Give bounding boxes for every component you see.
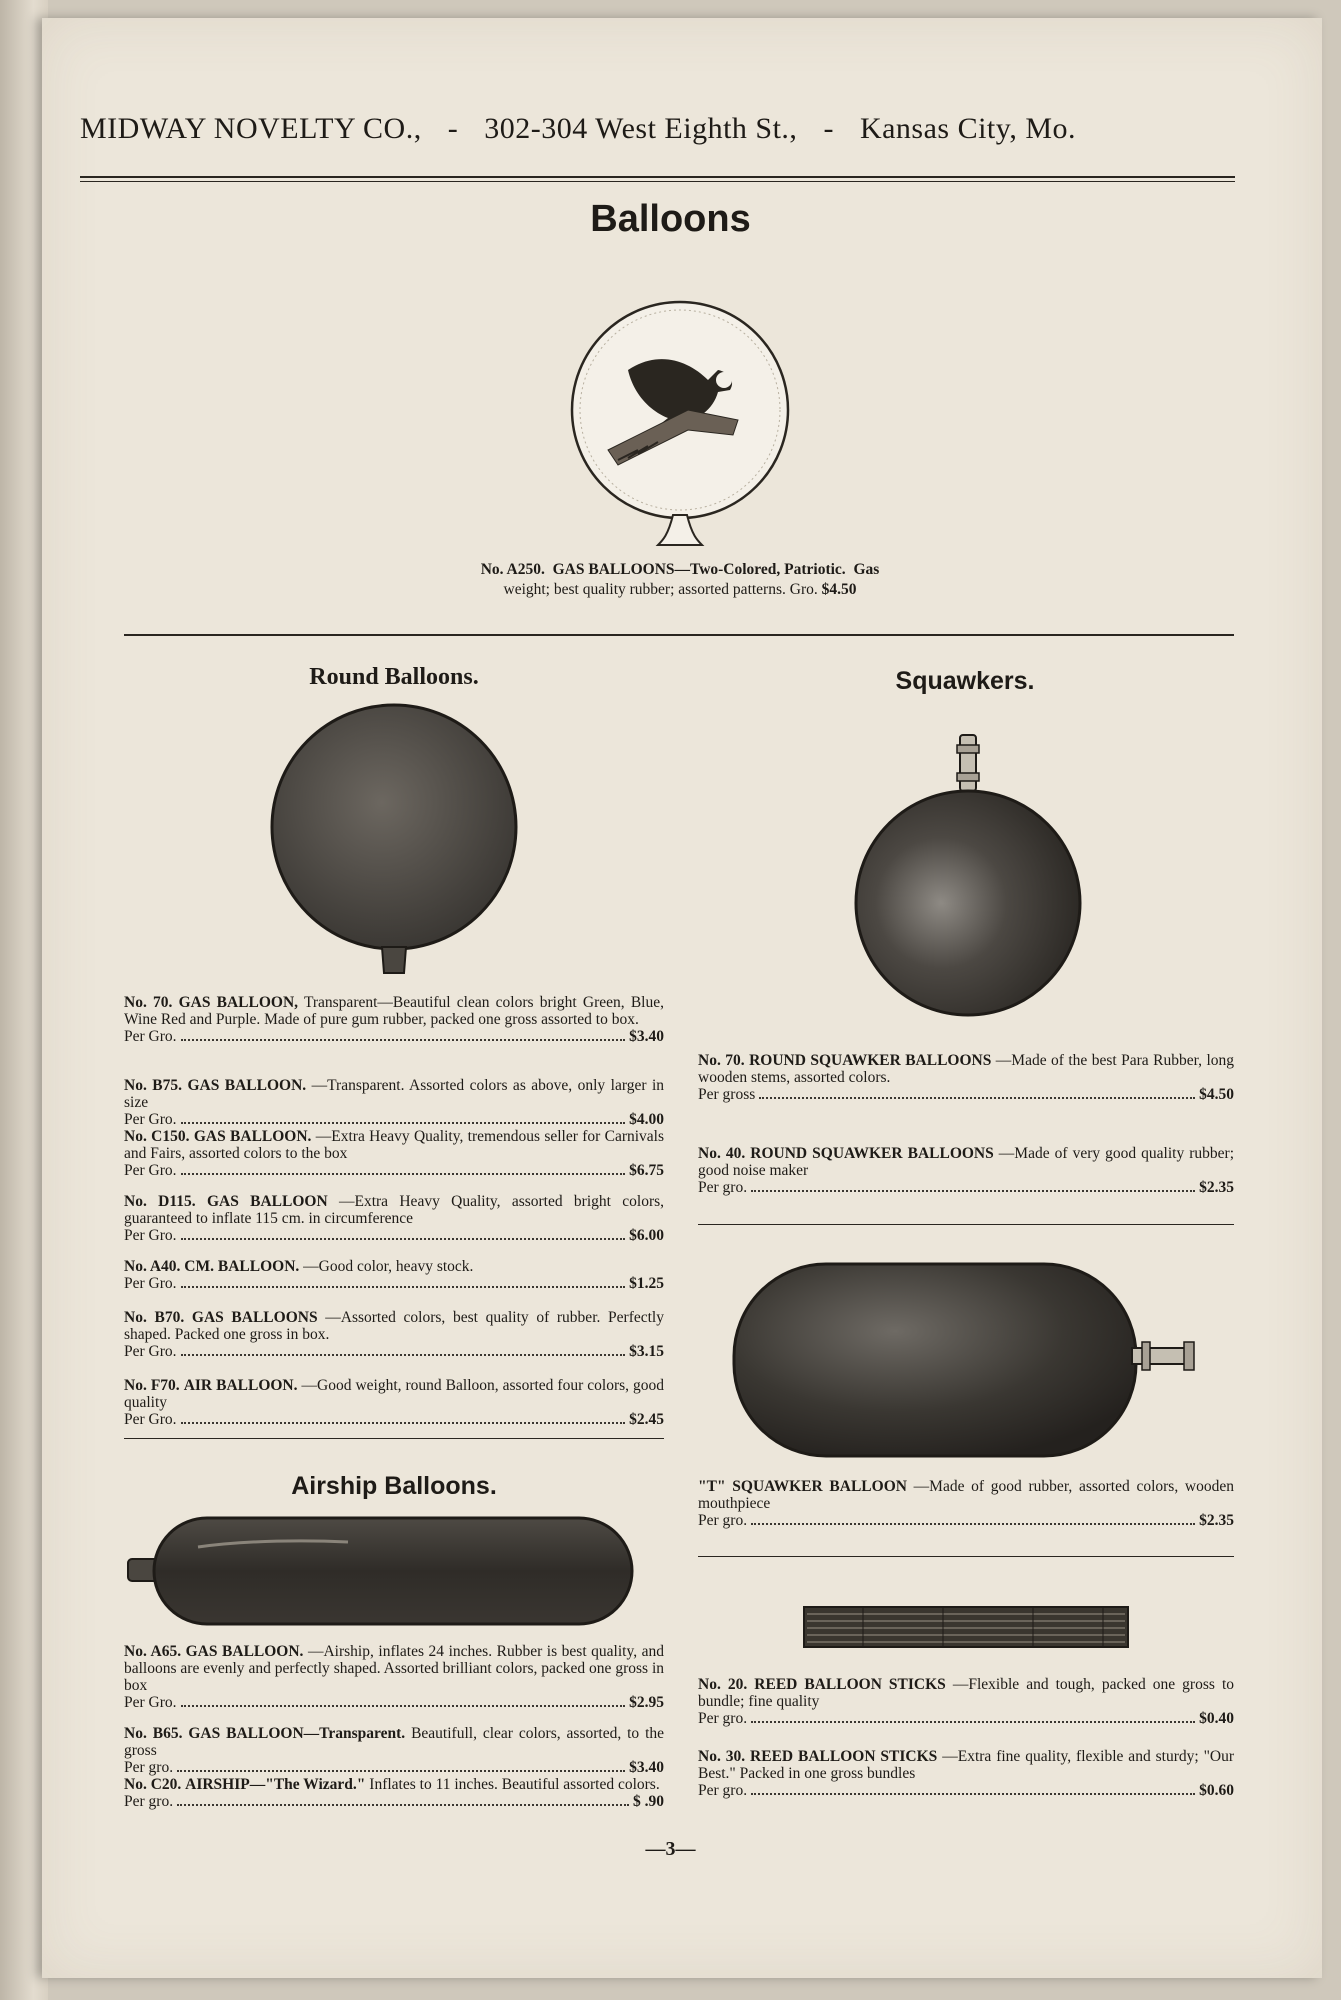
squawkers-title: Squawkers. bbox=[895, 667, 1035, 695]
price-line bbox=[124, 1275, 664, 1292]
item-name: SQUAWKER BALLOON bbox=[732, 1478, 907, 1495]
item-number: No. B70. bbox=[124, 1309, 185, 1326]
list-item bbox=[124, 1377, 664, 1428]
dot-leader bbox=[181, 1238, 626, 1240]
dot-leader bbox=[177, 1804, 629, 1806]
list-item bbox=[124, 1258, 664, 1292]
dot-leader bbox=[181, 1039, 626, 1041]
item-desc: —Extra Heavy Quality, tremendous seller for Carnivals and Fairs, assorted colors to the box bbox=[124, 1128, 665, 1162]
item-desc: —Made of the best Para Rubber, long wooden stems, assorted colors. bbox=[698, 1052, 1235, 1086]
item-price: $2.35 bbox=[1199, 1179, 1234, 1196]
item-name: REED BALLOON STICKS bbox=[754, 1676, 946, 1693]
list-item bbox=[124, 1193, 664, 1244]
item-price: $4.00 bbox=[629, 1111, 664, 1128]
item-price: $6.00 bbox=[629, 1227, 664, 1244]
item-desc: —Extra Heavy Quality, assorted bright colors, guaranteed to inflate 115 cm. in circumference bbox=[124, 1193, 665, 1227]
item-price: $3.40 bbox=[629, 1028, 664, 1045]
price-line bbox=[698, 1086, 1234, 1103]
item-number: No. D115. bbox=[124, 1193, 196, 1210]
airship-balloon-icon bbox=[128, 1512, 638, 1630]
list-item bbox=[698, 1748, 1234, 1799]
dot-leader bbox=[177, 1770, 625, 1772]
item-unit: Per Gro. bbox=[124, 1111, 177, 1128]
item-unit: Per gro. bbox=[698, 1710, 748, 1727]
item-name: GAS BALLOONS—Two-Colored, Patriotic. bbox=[552, 561, 846, 578]
list-item bbox=[698, 1478, 1234, 1529]
item-name: CM. BALLOON. bbox=[184, 1258, 300, 1275]
item-desc: —Good color, heavy stock. bbox=[303, 1258, 474, 1275]
item-unit: Per gro. bbox=[698, 1782, 748, 1799]
page-title: Balloons bbox=[590, 198, 751, 240]
item-number: No. 20. bbox=[698, 1676, 748, 1693]
item-price: $2.35 bbox=[1199, 1512, 1234, 1529]
item-unit: Per gro. bbox=[698, 1179, 748, 1196]
item-desc: —Made of very good quality rubber; good noise maker bbox=[698, 1145, 1235, 1179]
list-item bbox=[124, 1776, 664, 1810]
item-desc: weight; best quality rubber; assorted patterns. Gro. bbox=[503, 581, 818, 598]
item-number: No. 40. bbox=[698, 1145, 746, 1162]
dot-leader bbox=[751, 1721, 1195, 1723]
header-rule bbox=[80, 176, 1235, 178]
item-name: GAS BALLOON. bbox=[187, 1077, 307, 1094]
item-name: ROUND SQUAWKER BALLOONS bbox=[749, 1052, 992, 1069]
previous-page-edge bbox=[0, 0, 48, 2000]
dot-leader bbox=[181, 1354, 626, 1356]
item-price: $0.60 bbox=[1199, 1782, 1234, 1799]
item-name: GAS BALLOONS bbox=[191, 1309, 318, 1326]
item-name: AIR BALLOON. bbox=[183, 1377, 298, 1394]
price-line bbox=[124, 1162, 664, 1179]
item-price: $2.95 bbox=[629, 1694, 664, 1711]
list-item bbox=[698, 1676, 1234, 1727]
dot-leader bbox=[751, 1190, 1195, 1192]
item-desc: Transparent—Beautiful clean colors bright Green, Blue, Wine Red and Purple. Made of pure gum rubber, packed one gross assorted to box. bbox=[124, 994, 664, 1028]
list-item bbox=[698, 1052, 1234, 1103]
item-price: $ .90 bbox=[633, 1793, 664, 1810]
dot-leader bbox=[751, 1523, 1195, 1525]
dot-leader bbox=[181, 1422, 626, 1424]
item-name: ROUND SQUAWKER BALLOONS bbox=[750, 1145, 994, 1162]
price-line bbox=[124, 1343, 664, 1360]
dot-leader bbox=[181, 1705, 626, 1707]
item-unit: Per gro. bbox=[124, 1759, 174, 1776]
price-line bbox=[698, 1782, 1234, 1799]
item-number: "T" bbox=[698, 1478, 726, 1495]
item-name: GAS BALLOON. bbox=[185, 1643, 304, 1660]
item-number: No. 70. bbox=[124, 994, 173, 1011]
item-name: GAS BALLOON, bbox=[178, 994, 299, 1011]
header-rule-thin bbox=[80, 181, 1235, 182]
list-item bbox=[124, 1725, 664, 1776]
price-line bbox=[698, 1512, 1234, 1529]
list-item bbox=[124, 1077, 664, 1128]
item-price: $4.50 bbox=[1199, 1086, 1234, 1103]
item-price: $6.75 bbox=[629, 1162, 664, 1179]
item-price: $1.25 bbox=[629, 1275, 664, 1292]
price-line bbox=[124, 1759, 664, 1776]
item-desc: —Airship, inflates 24 inches. Rubber is best quality, and balloons are evenly and perfectly shaped. Assorted brilliant colors, packed one gross in box bbox=[124, 1643, 665, 1694]
item-price: $2.45 bbox=[629, 1411, 664, 1428]
item-number: No. C150. bbox=[124, 1128, 190, 1145]
price-line bbox=[124, 1694, 664, 1711]
price-line bbox=[124, 1793, 664, 1810]
price-line bbox=[698, 1179, 1234, 1196]
price-line bbox=[124, 1111, 664, 1128]
t-squawker-icon bbox=[732, 1262, 1212, 1458]
company-city: Kansas City, Mo. bbox=[859, 112, 1076, 145]
item-desc: —Flexible and tough, packed one gross to bundle; fine quality bbox=[698, 1676, 1234, 1710]
round-squawker-icon bbox=[853, 733, 1083, 1003]
company-address: 302-304 West Eighth St., bbox=[484, 112, 798, 145]
list-item bbox=[124, 1309, 664, 1360]
item-price: $3.15 bbox=[629, 1343, 664, 1360]
item-unit: Per Gro. bbox=[124, 1411, 177, 1428]
header-separator: - bbox=[823, 112, 834, 145]
dot-leader bbox=[181, 1286, 626, 1288]
item-unit: Per Gro. bbox=[124, 1275, 177, 1292]
item-price: $0.40 bbox=[1199, 1710, 1234, 1727]
item-unit: Per Gro. bbox=[124, 1028, 177, 1045]
item-number: No. A65. bbox=[124, 1643, 182, 1660]
item-desc: —Transparent. Assorted colors as above, only larger in size bbox=[124, 1077, 664, 1111]
item-unit: Per gro. bbox=[698, 1512, 748, 1529]
item-number: No. F70. bbox=[124, 1377, 180, 1394]
company-name: MIDWAY NOVELTY CO., bbox=[80, 112, 422, 145]
airship-balloons-title: Airship Balloons. bbox=[291, 1472, 497, 1500]
round-balloon-icon bbox=[270, 705, 520, 985]
dot-leader bbox=[181, 1122, 626, 1124]
item-number: No. 70. bbox=[698, 1052, 745, 1069]
item-desc: —Good weight, round Balloon, assorted four colors, good quality bbox=[124, 1377, 665, 1411]
dot-leader bbox=[181, 1173, 626, 1175]
item-name: REED BALLOON STICKS bbox=[750, 1748, 938, 1765]
item-unit: Per Gro. bbox=[124, 1343, 177, 1360]
reed-sticks-icon bbox=[803, 1606, 1129, 1648]
dot-leader bbox=[759, 1097, 1195, 1099]
list-item bbox=[124, 1643, 664, 1711]
item-number: No. A40. bbox=[124, 1258, 181, 1275]
page-number: —3— bbox=[645, 1838, 696, 1860]
section-rule bbox=[124, 634, 1234, 636]
item-price: $3.40 bbox=[629, 1759, 664, 1776]
item-desc: Beautifull, clear colors, assorted, to the gross bbox=[124, 1725, 665, 1759]
item-desc: —Made of good rubber, assorted colors, wooden mouthpiece bbox=[698, 1478, 1235, 1512]
item-name: GAS BALLOON bbox=[206, 1193, 328, 1210]
featured-item bbox=[410, 560, 950, 600]
item-unit: Per Gro. bbox=[124, 1694, 177, 1711]
list-item bbox=[124, 1128, 664, 1179]
list-item bbox=[698, 1145, 1234, 1196]
price-line bbox=[698, 1710, 1234, 1727]
item-name: AIRSHIP—"The Wizard." bbox=[185, 1776, 366, 1793]
dot-leader bbox=[751, 1793, 1195, 1795]
section-rule bbox=[124, 1438, 664, 1439]
round-balloons-title: Round Balloons. bbox=[309, 664, 479, 690]
item-number: No. A250. bbox=[480, 561, 545, 578]
item-unit: Per Gro. bbox=[124, 1162, 177, 1179]
item-number: No. C20. bbox=[124, 1776, 182, 1793]
catalog-header bbox=[80, 112, 1235, 146]
header-separator: - bbox=[447, 112, 459, 145]
item-name: GAS BALLOON—Transparent. bbox=[188, 1725, 406, 1742]
item-price: $4.50 bbox=[821, 581, 857, 598]
item-number: No. B65. bbox=[124, 1725, 183, 1742]
price-line bbox=[124, 1028, 664, 1045]
item-name: GAS BALLOON. bbox=[193, 1128, 312, 1145]
item-desc: —Extra fine quality, flexible and sturdy; "Our Best." Packed in one gross bundles bbox=[698, 1748, 1235, 1782]
price-line bbox=[124, 1227, 664, 1244]
section-rule bbox=[698, 1224, 1234, 1225]
item-desc: Inflates to 11 inches. Beautiful assorted colors. bbox=[369, 1776, 660, 1793]
item-desc: —Assorted colors, best quality of rubber. Perfectly shaped. Packed one gross in box. bbox=[124, 1309, 664, 1343]
item-number: No. B75. bbox=[124, 1077, 182, 1094]
item-number: No. 30. bbox=[698, 1748, 746, 1765]
price-line bbox=[124, 1411, 664, 1428]
item-unit: Per gross bbox=[698, 1086, 756, 1103]
section-rule bbox=[698, 1556, 1234, 1557]
item-desc: Gas bbox=[853, 561, 880, 578]
item-unit: Per Gro. bbox=[124, 1227, 177, 1244]
eagle-balloon-icon bbox=[568, 300, 792, 554]
item-unit: Per gro. bbox=[124, 1793, 174, 1810]
list-item bbox=[124, 994, 664, 1045]
